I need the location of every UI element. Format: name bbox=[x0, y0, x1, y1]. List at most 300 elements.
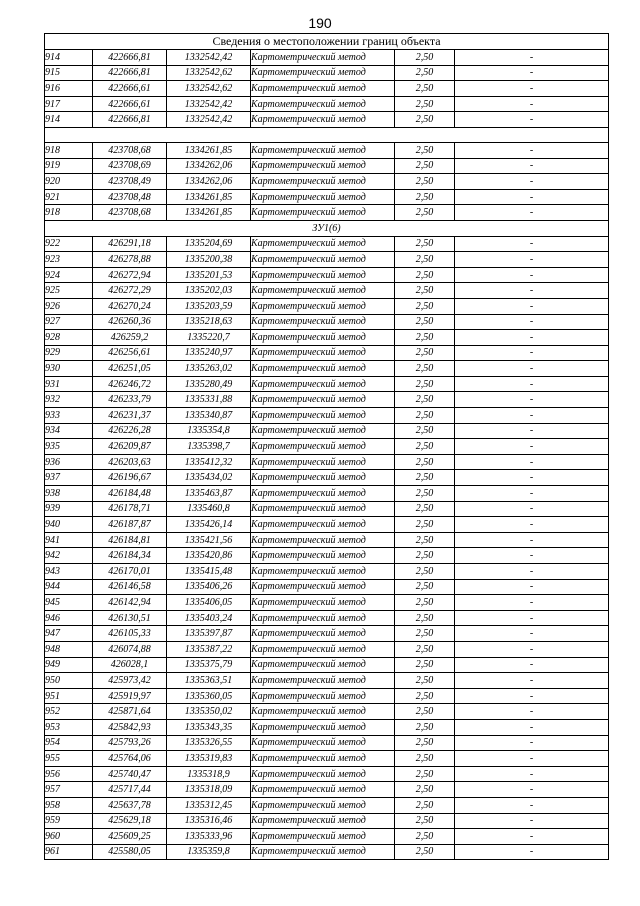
x-coordinate: 425580,05 bbox=[93, 844, 167, 860]
description: - bbox=[455, 517, 609, 533]
table-row bbox=[45, 532, 609, 548]
point-number: 915 bbox=[45, 65, 93, 81]
y-coordinate: 1335460,8 bbox=[167, 501, 251, 517]
table-row bbox=[45, 564, 609, 580]
method: Картометрический метод bbox=[251, 174, 395, 190]
table-row bbox=[45, 704, 609, 720]
method: Картометрический метод bbox=[251, 610, 395, 626]
x-coordinate: 425629,18 bbox=[93, 813, 167, 829]
description: - bbox=[455, 65, 609, 81]
point-number: 957 bbox=[45, 782, 93, 798]
point-number: 918 bbox=[45, 142, 93, 158]
x-coordinate: 426130,51 bbox=[93, 610, 167, 626]
table-row bbox=[45, 267, 609, 283]
point-number: 947 bbox=[45, 626, 93, 642]
point-number: 924 bbox=[45, 267, 93, 283]
point-number: 954 bbox=[45, 735, 93, 751]
table-row bbox=[45, 751, 609, 767]
point-number: 916 bbox=[45, 81, 93, 97]
y-coordinate: 1335350,02 bbox=[167, 704, 251, 720]
table-row bbox=[45, 158, 609, 174]
description: - bbox=[455, 657, 609, 673]
y-coordinate: 1334262,06 bbox=[167, 174, 251, 190]
description: - bbox=[455, 751, 609, 767]
accuracy: 2,50 bbox=[395, 361, 455, 377]
x-coordinate: 426226,28 bbox=[93, 423, 167, 439]
y-coordinate: 1335354,8 bbox=[167, 423, 251, 439]
table-row bbox=[45, 813, 609, 829]
method: Картометрический метод bbox=[251, 641, 395, 657]
method: Картометрический метод bbox=[251, 283, 395, 299]
x-coordinate: 426074,88 bbox=[93, 641, 167, 657]
x-coordinate: 425973,42 bbox=[93, 673, 167, 689]
y-coordinate: 1335375,79 bbox=[167, 657, 251, 673]
description: - bbox=[455, 532, 609, 548]
table-row bbox=[45, 829, 609, 845]
description: - bbox=[455, 330, 609, 346]
description: - bbox=[455, 797, 609, 813]
table-row bbox=[45, 844, 609, 860]
x-coordinate: 426256,61 bbox=[93, 345, 167, 361]
x-coordinate: 422666,61 bbox=[93, 81, 167, 97]
x-coordinate: 426146,58 bbox=[93, 579, 167, 595]
x-coordinate: 426251,05 bbox=[93, 361, 167, 377]
method: Картометрический метод bbox=[251, 548, 395, 564]
method: Картометрический метод bbox=[251, 361, 395, 377]
point-number: 937 bbox=[45, 470, 93, 486]
table-row bbox=[45, 797, 609, 813]
x-coordinate: 426105,33 bbox=[93, 626, 167, 642]
method: Картометрический метод bbox=[251, 330, 395, 346]
table-row bbox=[45, 65, 609, 81]
method: Картометрический метод bbox=[251, 236, 395, 252]
y-coordinate: 1332542,42 bbox=[167, 50, 251, 66]
x-coordinate: 426187,87 bbox=[93, 517, 167, 533]
accuracy: 2,50 bbox=[395, 189, 455, 205]
description: - bbox=[455, 470, 609, 486]
point-number: 921 bbox=[45, 189, 93, 205]
description: - bbox=[455, 205, 609, 221]
table-row bbox=[45, 314, 609, 330]
description: - bbox=[455, 735, 609, 751]
method: Картометрический метод bbox=[251, 205, 395, 221]
table-row bbox=[45, 517, 609, 533]
description: - bbox=[455, 345, 609, 361]
point-number: 955 bbox=[45, 751, 93, 767]
description: - bbox=[455, 595, 609, 611]
table-row bbox=[45, 673, 609, 689]
point-number: 941 bbox=[45, 532, 93, 548]
accuracy: 2,50 bbox=[395, 252, 455, 268]
y-coordinate: 1335201,53 bbox=[167, 267, 251, 283]
accuracy: 2,50 bbox=[395, 267, 455, 283]
x-coordinate: 426246,72 bbox=[93, 376, 167, 392]
method: Картометрический метод bbox=[251, 314, 395, 330]
table-row bbox=[45, 392, 609, 408]
point-number: 958 bbox=[45, 797, 93, 813]
point-number: 949 bbox=[45, 657, 93, 673]
description: - bbox=[455, 298, 609, 314]
table-row bbox=[45, 439, 609, 455]
point-number: 946 bbox=[45, 610, 93, 626]
method: Картометрический метод bbox=[251, 595, 395, 611]
x-coordinate: 426272,94 bbox=[93, 267, 167, 283]
table-row bbox=[45, 486, 609, 502]
table-title-row bbox=[45, 34, 609, 50]
accuracy: 2,50 bbox=[395, 688, 455, 704]
description: - bbox=[455, 361, 609, 377]
point-number: 944 bbox=[45, 579, 93, 595]
accuracy: 2,50 bbox=[395, 96, 455, 112]
x-coordinate: 425919,97 bbox=[93, 688, 167, 704]
method: Картометрический метод bbox=[251, 688, 395, 704]
description: - bbox=[455, 142, 609, 158]
point-number: 950 bbox=[45, 673, 93, 689]
method: Картометрический метод bbox=[251, 189, 395, 205]
x-coordinate: 423708,49 bbox=[93, 174, 167, 190]
table-row bbox=[45, 361, 609, 377]
accuracy: 2,50 bbox=[395, 283, 455, 299]
description: - bbox=[455, 626, 609, 642]
table-row bbox=[45, 501, 609, 517]
method: Картометрический метод bbox=[251, 673, 395, 689]
accuracy: 2,50 bbox=[395, 174, 455, 190]
y-coordinate: 1335333,96 bbox=[167, 829, 251, 845]
method: Картометрический метод bbox=[251, 766, 395, 782]
method: Картометрический метод bbox=[251, 829, 395, 845]
method: Картометрический метод bbox=[251, 735, 395, 751]
table-row bbox=[45, 595, 609, 611]
table-row bbox=[45, 470, 609, 486]
point-number: 914 bbox=[45, 50, 93, 66]
y-coordinate: 1335412,32 bbox=[167, 454, 251, 470]
accuracy: 2,50 bbox=[395, 782, 455, 798]
y-coordinate: 1335398,7 bbox=[167, 439, 251, 455]
point-number: 952 bbox=[45, 704, 93, 720]
y-coordinate: 1332542,42 bbox=[167, 96, 251, 112]
point-number: 918 bbox=[45, 205, 93, 221]
point-number: 951 bbox=[45, 688, 93, 704]
y-coordinate: 1335319,83 bbox=[167, 751, 251, 767]
method: Картометрический метод bbox=[251, 423, 395, 439]
table-row bbox=[45, 579, 609, 595]
method: Картометрический метод bbox=[251, 501, 395, 517]
description: - bbox=[455, 236, 609, 252]
y-coordinate: 1335220,7 bbox=[167, 330, 251, 346]
accuracy: 2,50 bbox=[395, 236, 455, 252]
description: - bbox=[455, 641, 609, 657]
description: - bbox=[455, 564, 609, 580]
point-number: 931 bbox=[45, 376, 93, 392]
accuracy: 2,50 bbox=[395, 439, 455, 455]
y-coordinate: 1332542,62 bbox=[167, 65, 251, 81]
y-coordinate: 1335426,14 bbox=[167, 517, 251, 533]
description: - bbox=[455, 782, 609, 798]
method: Картометрический метод bbox=[251, 844, 395, 860]
y-coordinate: 1332542,42 bbox=[167, 112, 251, 128]
description: - bbox=[455, 189, 609, 205]
y-coordinate: 1335316,46 bbox=[167, 813, 251, 829]
accuracy: 2,50 bbox=[395, 81, 455, 97]
accuracy: 2,50 bbox=[395, 844, 455, 860]
method: Картометрический метод bbox=[251, 564, 395, 580]
blank-separator-row bbox=[45, 127, 609, 142]
description: - bbox=[455, 829, 609, 845]
table-row bbox=[45, 50, 609, 66]
y-coordinate: 1335331,88 bbox=[167, 392, 251, 408]
y-coordinate: 1335387,22 bbox=[167, 641, 251, 657]
accuracy: 2,50 bbox=[395, 501, 455, 517]
accuracy: 2,50 bbox=[395, 579, 455, 595]
table-row bbox=[45, 626, 609, 642]
table-row bbox=[45, 766, 609, 782]
description: - bbox=[455, 454, 609, 470]
description: - bbox=[455, 688, 609, 704]
y-coordinate: 1335406,05 bbox=[167, 595, 251, 611]
table-row bbox=[45, 236, 609, 252]
point-number: 922 bbox=[45, 236, 93, 252]
method: Картометрический метод bbox=[251, 813, 395, 829]
accuracy: 2,50 bbox=[395, 517, 455, 533]
method: Картометрический метод bbox=[251, 626, 395, 642]
y-coordinate: 1332542,62 bbox=[167, 81, 251, 97]
section-label-row bbox=[45, 220, 609, 236]
description: - bbox=[455, 50, 609, 66]
method: Картометрический метод bbox=[251, 579, 395, 595]
x-coordinate: 426203,63 bbox=[93, 454, 167, 470]
point-number: 926 bbox=[45, 298, 93, 314]
x-coordinate: 426184,34 bbox=[93, 548, 167, 564]
description: - bbox=[455, 96, 609, 112]
blank-cell bbox=[45, 127, 609, 142]
method: Картометрический метод bbox=[251, 439, 395, 455]
x-coordinate: 425717,44 bbox=[93, 782, 167, 798]
method: Картометрический метод bbox=[251, 267, 395, 283]
y-coordinate: 1335343,35 bbox=[167, 719, 251, 735]
description: - bbox=[455, 844, 609, 860]
accuracy: 2,50 bbox=[395, 657, 455, 673]
description: - bbox=[455, 392, 609, 408]
point-number: 939 bbox=[45, 501, 93, 517]
method: Картометрический метод bbox=[251, 797, 395, 813]
point-number: 923 bbox=[45, 252, 93, 268]
table-row bbox=[45, 641, 609, 657]
y-coordinate: 1334261,85 bbox=[167, 189, 251, 205]
description: - bbox=[455, 408, 609, 424]
accuracy: 2,50 bbox=[395, 345, 455, 361]
section-label: ЗУ1(6) bbox=[45, 220, 609, 236]
x-coordinate: 423708,68 bbox=[93, 205, 167, 221]
accuracy: 2,50 bbox=[395, 595, 455, 611]
y-coordinate: 1335326,55 bbox=[167, 735, 251, 751]
table-row bbox=[45, 283, 609, 299]
accuracy: 2,50 bbox=[395, 205, 455, 221]
table-title: Сведения о местоположении границ объекта bbox=[45, 34, 609, 50]
description: - bbox=[455, 579, 609, 595]
point-number: 929 bbox=[45, 345, 93, 361]
table-row bbox=[45, 688, 609, 704]
accuracy: 2,50 bbox=[395, 626, 455, 642]
x-coordinate: 425764,06 bbox=[93, 751, 167, 767]
y-coordinate: 1335318,9 bbox=[167, 766, 251, 782]
point-number: 956 bbox=[45, 766, 93, 782]
x-coordinate: 423708,48 bbox=[93, 189, 167, 205]
accuracy: 2,50 bbox=[395, 392, 455, 408]
y-coordinate: 1335318,09 bbox=[167, 782, 251, 798]
point-number: 961 bbox=[45, 844, 93, 860]
table-row bbox=[45, 298, 609, 314]
accuracy: 2,50 bbox=[395, 673, 455, 689]
x-coordinate: 426233,79 bbox=[93, 392, 167, 408]
accuracy: 2,50 bbox=[395, 376, 455, 392]
x-coordinate: 425637,78 bbox=[93, 797, 167, 813]
y-coordinate: 1335463,87 bbox=[167, 486, 251, 502]
accuracy: 2,50 bbox=[395, 641, 455, 657]
y-coordinate: 1335200,38 bbox=[167, 252, 251, 268]
x-coordinate: 425842,93 bbox=[93, 719, 167, 735]
point-number: 936 bbox=[45, 454, 93, 470]
x-coordinate: 426178,71 bbox=[93, 501, 167, 517]
y-coordinate: 1334261,85 bbox=[167, 142, 251, 158]
y-coordinate: 1335280,49 bbox=[167, 376, 251, 392]
y-coordinate: 1335203,59 bbox=[167, 298, 251, 314]
x-coordinate: 426259,2 bbox=[93, 330, 167, 346]
point-number: 934 bbox=[45, 423, 93, 439]
x-coordinate: 426142,94 bbox=[93, 595, 167, 611]
point-number: 917 bbox=[45, 96, 93, 112]
description: - bbox=[455, 267, 609, 283]
point-number: 953 bbox=[45, 719, 93, 735]
table-row bbox=[45, 423, 609, 439]
y-coordinate: 1335403,24 bbox=[167, 610, 251, 626]
description: - bbox=[455, 283, 609, 299]
method: Картометрический метод bbox=[251, 158, 395, 174]
accuracy: 2,50 bbox=[395, 548, 455, 564]
x-coordinate: 425609,25 bbox=[93, 829, 167, 845]
x-coordinate: 423708,69 bbox=[93, 158, 167, 174]
point-number: 959 bbox=[45, 813, 93, 829]
table-row bbox=[45, 408, 609, 424]
y-coordinate: 1335420,86 bbox=[167, 548, 251, 564]
point-number: 948 bbox=[45, 641, 93, 657]
table-row bbox=[45, 205, 609, 221]
x-coordinate: 426184,48 bbox=[93, 486, 167, 502]
accuracy: 2,50 bbox=[395, 470, 455, 486]
x-coordinate: 422666,81 bbox=[93, 112, 167, 128]
accuracy: 2,50 bbox=[395, 564, 455, 580]
table-row bbox=[45, 330, 609, 346]
x-coordinate: 426170,01 bbox=[93, 564, 167, 580]
page-number: 190 bbox=[308, 15, 332, 31]
y-coordinate: 1335363,51 bbox=[167, 673, 251, 689]
accuracy: 2,50 bbox=[395, 829, 455, 845]
accuracy: 2,50 bbox=[395, 50, 455, 66]
table-row bbox=[45, 81, 609, 97]
point-number: 933 bbox=[45, 408, 93, 424]
method: Картометрический метод bbox=[251, 517, 395, 533]
method: Картометрический метод bbox=[251, 81, 395, 97]
description: - bbox=[455, 439, 609, 455]
method: Картометрический метод bbox=[251, 532, 395, 548]
description: - bbox=[455, 81, 609, 97]
y-coordinate: 1335204,69 bbox=[167, 236, 251, 252]
description: - bbox=[455, 501, 609, 517]
point-number: 940 bbox=[45, 517, 93, 533]
method: Картометрический метод bbox=[251, 345, 395, 361]
description: - bbox=[455, 158, 609, 174]
point-number: 914 bbox=[45, 112, 93, 128]
description: - bbox=[455, 813, 609, 829]
point-number: 920 bbox=[45, 174, 93, 190]
method: Картометрический метод bbox=[251, 112, 395, 128]
method: Картометрический метод bbox=[251, 486, 395, 502]
y-coordinate: 1335240,97 bbox=[167, 345, 251, 361]
x-coordinate: 425740,47 bbox=[93, 766, 167, 782]
description: - bbox=[455, 486, 609, 502]
description: - bbox=[455, 704, 609, 720]
x-coordinate: 425793,26 bbox=[93, 735, 167, 751]
accuracy: 2,50 bbox=[395, 65, 455, 81]
method: Картометрический метод bbox=[251, 252, 395, 268]
y-coordinate: 1335360,05 bbox=[167, 688, 251, 704]
description: - bbox=[455, 376, 609, 392]
description: - bbox=[455, 423, 609, 439]
method: Картометрический метод bbox=[251, 751, 395, 767]
table-row bbox=[45, 189, 609, 205]
table-row bbox=[45, 719, 609, 735]
accuracy: 2,50 bbox=[395, 454, 455, 470]
accuracy: 2,50 bbox=[395, 158, 455, 174]
method: Картометрический метод bbox=[251, 782, 395, 798]
accuracy: 2,50 bbox=[395, 719, 455, 735]
accuracy: 2,50 bbox=[395, 298, 455, 314]
description: - bbox=[455, 548, 609, 564]
table-row bbox=[45, 174, 609, 190]
table-row bbox=[45, 345, 609, 361]
table-row bbox=[45, 142, 609, 158]
y-coordinate: 1335312,45 bbox=[167, 797, 251, 813]
method: Картометрический метод bbox=[251, 298, 395, 314]
x-coordinate: 422666,81 bbox=[93, 50, 167, 66]
table-row bbox=[45, 548, 609, 564]
accuracy: 2,50 bbox=[395, 423, 455, 439]
accuracy: 2,50 bbox=[395, 735, 455, 751]
accuracy: 2,50 bbox=[395, 486, 455, 502]
point-number: 919 bbox=[45, 158, 93, 174]
description: - bbox=[455, 252, 609, 268]
table-row bbox=[45, 657, 609, 673]
method: Картометрический метод bbox=[251, 65, 395, 81]
method: Картометрический метод bbox=[251, 142, 395, 158]
x-coordinate: 425871,64 bbox=[93, 704, 167, 720]
accuracy: 2,50 bbox=[395, 797, 455, 813]
boundary-coordinates-table bbox=[44, 33, 609, 860]
method: Картометрический метод bbox=[251, 704, 395, 720]
description: - bbox=[455, 314, 609, 330]
y-coordinate: 1335218,63 bbox=[167, 314, 251, 330]
method: Картометрический метод bbox=[251, 376, 395, 392]
description: - bbox=[455, 719, 609, 735]
point-number: 930 bbox=[45, 361, 93, 377]
y-coordinate: 1335202,03 bbox=[167, 283, 251, 299]
table-row bbox=[45, 454, 609, 470]
table-row bbox=[45, 252, 609, 268]
y-coordinate: 1335434,02 bbox=[167, 470, 251, 486]
x-coordinate: 426196,67 bbox=[93, 470, 167, 486]
y-coordinate: 1335359,8 bbox=[167, 844, 251, 860]
accuracy: 2,50 bbox=[395, 330, 455, 346]
y-coordinate: 1334261,85 bbox=[167, 205, 251, 221]
